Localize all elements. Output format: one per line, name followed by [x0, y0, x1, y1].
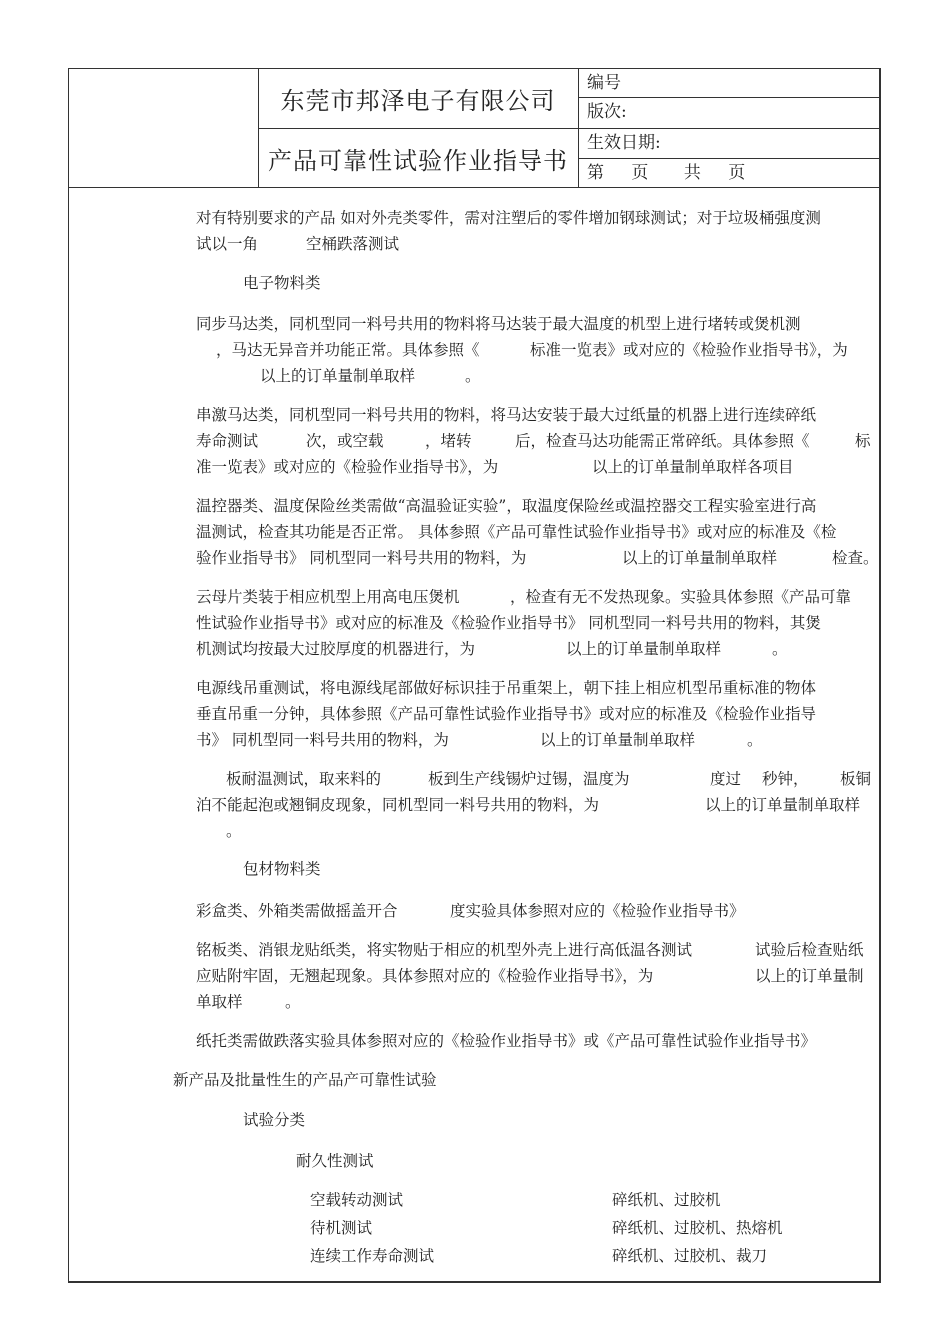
text-line: 单取样 — [196, 993, 243, 1011]
subheading-durability: 耐久性测试 — [296, 1152, 374, 1170]
text-line: 空桶跌落测试 — [306, 235, 400, 253]
company-name: 东莞市邦泽电子有限公司 — [258, 69, 578, 129]
frame-shadow-bottom — [68, 1281, 881, 1283]
text-line: 。 — [465, 367, 481, 385]
text-line: 标 — [855, 432, 871, 450]
text-line: 机测试均按最大过胶厚度的机器进行，为 — [196, 640, 476, 658]
test-machines: 碎纸机、过胶机 — [612, 1191, 721, 1209]
document-title: 产品可靠性试验作业指导书 — [268, 146, 568, 175]
text-line: ，马达无异音并功能正常。具体参照《 — [216, 341, 480, 359]
text-line: 垂直吊重一分钟，具体参照《产品可靠性试验作业指导书》或对应的标准及《检验作业指导 — [196, 705, 817, 723]
text-line: 。 — [285, 993, 301, 1011]
test-name: 空载转动测试 — [310, 1191, 404, 1209]
text-line: 检查。 — [832, 549, 879, 567]
text-line: 书》 同机型同一料号共用的物料，为 — [196, 731, 449, 749]
text-line: 云母片类装于相应机型上用高电压煲机 — [196, 588, 460, 606]
text-line: 。 — [747, 731, 763, 749]
section-heading-packaging: 包材物料类 — [243, 860, 321, 878]
text-line: 电源线吊重测试，将电源线尾部做好标识挂于吊重架上，朝下挂上相应机型吊重标准的物体 — [196, 679, 817, 697]
text-line: 寿命测试 — [196, 432, 259, 450]
test-machines: 碎纸机、过胶机、热熔机 — [612, 1219, 783, 1237]
text-line: 。 — [226, 822, 242, 840]
text-line: 泊不能起泡或翘铜皮现象，同机型同一料号共用的物料，为 — [196, 796, 600, 814]
section-heading-electronic: 电子物料类 — [243, 274, 321, 292]
test-name: 待机测试 — [310, 1219, 373, 1237]
logo-cell — [69, 69, 259, 187]
text-line: 以上的订单量制 — [755, 967, 864, 985]
test-machines: 碎纸机、过胶机、裁刀 — [612, 1247, 768, 1265]
text-line: 串激马达类，同机型同一料号共用的物料，将马达安装于最大过纸量的机器上进行连续碎纸 — [196, 406, 817, 424]
text-line: 以上的订单量制单取样 — [622, 549, 778, 567]
text-line: 后，检查马达功能需正常碎纸。具体参照《 — [515, 432, 810, 450]
text-line: 验作业指导书》 同机型同一料号共用的物料，为 — [196, 549, 527, 567]
text-line: 温控器类、温度保险丝类需做“高温验证实验”，取温度保险丝或温控器交工程实验室进行高 — [196, 497, 817, 515]
text-line: 板到生产线锡炉过锡，温度为 — [428, 770, 630, 788]
text-line: 次，或空载 — [306, 432, 384, 450]
page-label-1: 第 — [587, 163, 604, 183]
text-line: 试验后检查贴纸 — [755, 941, 864, 959]
page-count-field — [579, 159, 879, 187]
text-line: 以上的订单量制单取样 — [540, 731, 696, 749]
text-line: 标准一览表》或对应的《检验作业指导书》，为 — [530, 341, 848, 359]
text-line: 。 — [772, 640, 788, 658]
text-line: 以上的订单量制单取样 — [566, 640, 722, 658]
page-label-4: 页 — [728, 163, 746, 183]
text-line: 以上的订单量制单取样 — [705, 796, 861, 814]
frame-shadow-right — [879, 68, 881, 1282]
test-name: 连续工作寿命测试 — [310, 1247, 435, 1265]
subheading-test-categories: 试验分类 — [243, 1111, 306, 1129]
text-line: 准一览表》或对应的《检验作业指导书》，为 — [196, 458, 499, 476]
text-line: 板耐温测试，取来料的 — [226, 770, 382, 788]
number-field: 编号 — [579, 69, 879, 98]
text-line: 应贴附牢固，无翘起现象。具体参照对应的《检验作业指导书》，为 — [196, 967, 654, 985]
text-line: 纸托类需做跌落实验具体参照对应的《检验作业指导书》或《产品可靠性试验作业指导书》 — [196, 1032, 817, 1050]
text-line: 对有特别要求的产品 如对外壳类零件，需对注塑后的零件增加钢球测试；对于垃圾桶强度测 — [196, 209, 821, 227]
text-line: 以上的订单量制单取样 — [260, 367, 416, 385]
text-line: ，堵转 — [425, 432, 472, 450]
text-line: 度实验具体参照对应的《检验作业指导书》 — [450, 902, 745, 920]
text-line: 试以一角 — [196, 235, 259, 253]
document-info — [579, 69, 879, 187]
text-line: 温测试，检查其功能是否正常。 具体参照《产品可靠性试验作业指导书》或对应的标准及《检 — [196, 523, 837, 541]
document-header — [69, 69, 879, 188]
text-line: 板铜 — [840, 770, 872, 788]
version-field: 版次: — [579, 98, 879, 129]
section-heading-new-products: 新产品及批量性生的产品产可靠性试验 — [173, 1071, 437, 1089]
page-label-3: 共 — [683, 163, 701, 183]
text-line: 彩盒类、外箱类需做摇盖开合 — [196, 902, 398, 920]
text-line: 铭板类、消银龙贴纸类，将实物贴于相应的机型外壳上进行高低温各测试 — [196, 941, 693, 959]
page-label-2: 页 — [631, 163, 649, 183]
text-line: 同步马达类，同机型同一料号共用的物料将马达装于最大温度的机型上进行堵转或煲机测 — [196, 315, 801, 333]
text-line: 以上的订单量制单取样各项目 — [592, 458, 794, 476]
document-frame — [68, 68, 880, 1282]
text-line: ，检查有无不发热现象。实验具体参照《产品可靠 — [510, 588, 852, 606]
text-line: 性试验作业指导书》或对应的标准及《检验作业指导书》 同机型同一料号共用的物料，其煲 — [196, 614, 821, 632]
text-line: 秒钟， — [762, 770, 809, 788]
text-line: 度过 — [710, 770, 742, 788]
effective-date-field: 生效日期: — [579, 129, 879, 159]
title-cell — [258, 69, 579, 187]
